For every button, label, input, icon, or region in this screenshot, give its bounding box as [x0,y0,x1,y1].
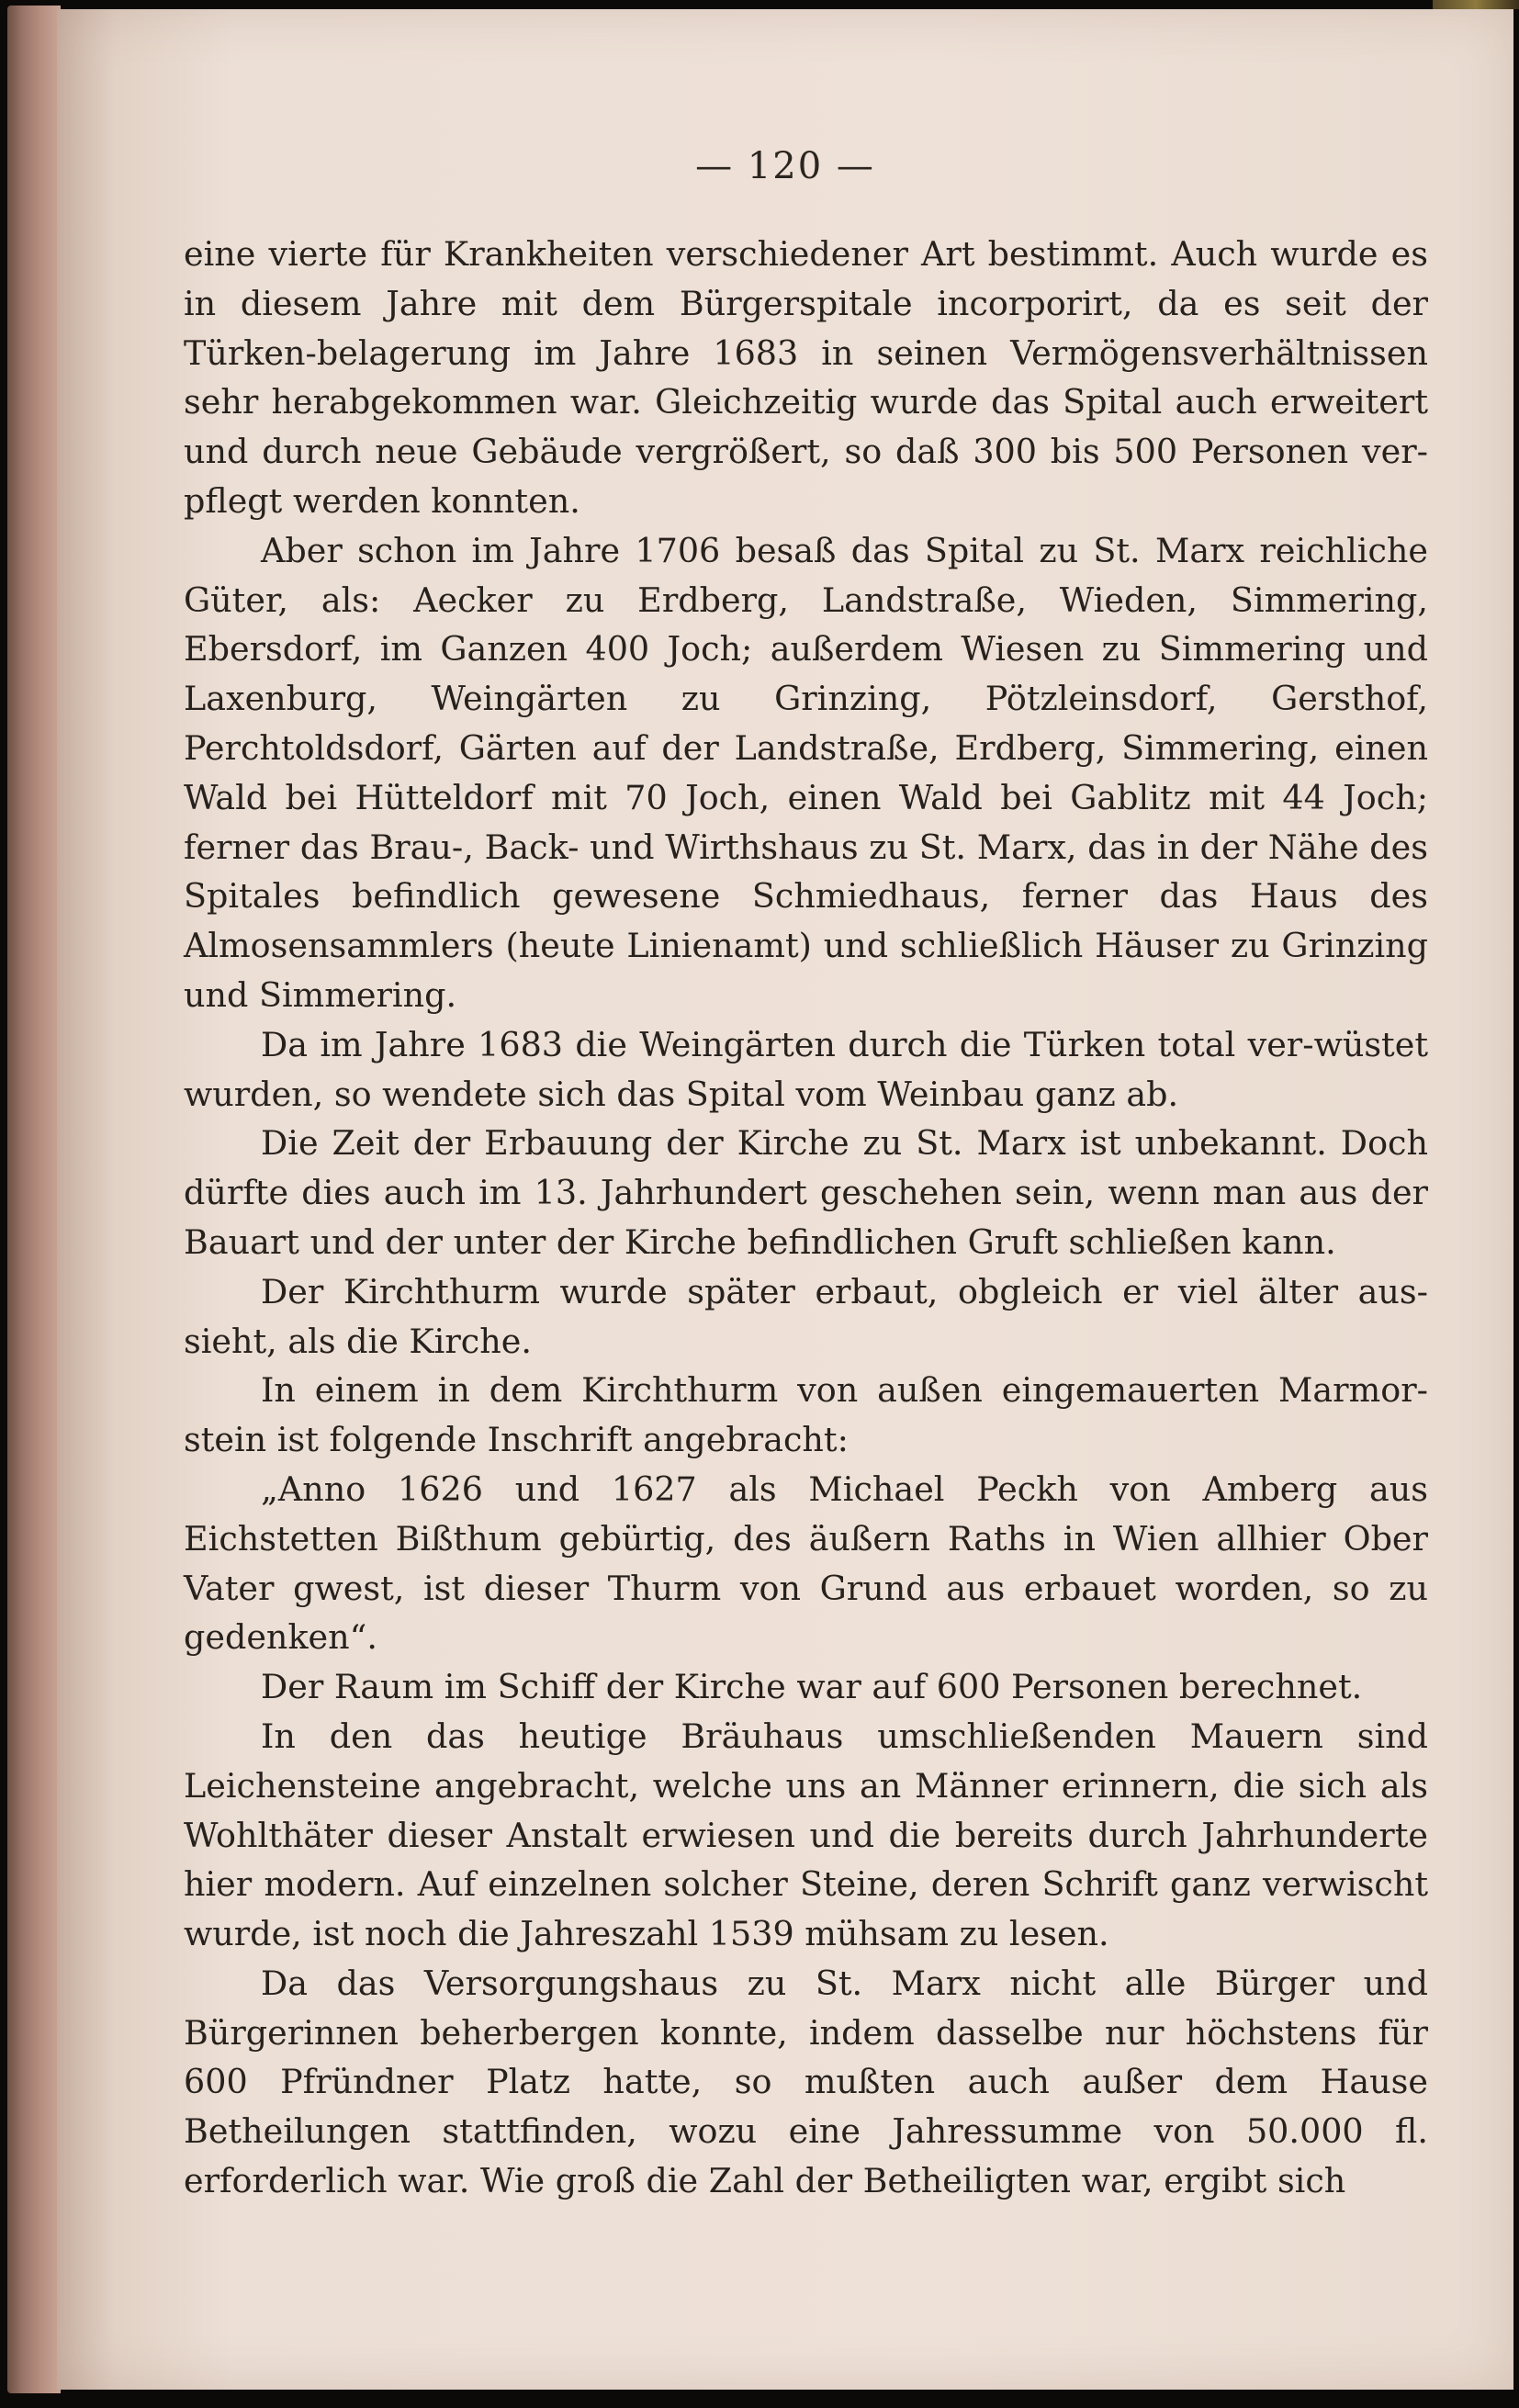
book-top-edge [1433,0,1519,9]
paragraph-9: In den das heutige Bräuhaus umschließenden Mauern sind Leichensteine angebracht, welche uns an Männer erinnern, die sich als Wohlthäter dieser Anstalt erwiesen und die bereits durch Jahrhunderte hier modern. Auf einzelnen solcher Steine, deren Schrift ganz verwischt wurde, ist noch die Jahreszahl 1539 mühsam zu lesen. [184,1716,1428,1954]
paragraph-10: Da das Versorgungshaus zu St. Marx nicht alle Bürger und Bürgerinnen beherbergen konnte, indem dasselbe nur höchstens für 600 Pfründner Platz hatte, so mußten auch außer dem Hause Betheilungen stattfinden, wozu eine Jahressumme von 50.000 fl. erforderlich war. Wie groß die Zahl der Betheiligten war, ergibt sich [184,1963,1428,2201]
paragraph-5: Der Kirchthurm wurde später erbaut, obgleich er viel älter aus-sieht, als die Kirche. [184,1271,1428,1361]
paragraph-4: Die Zeit der Erbauung der Kirche zu St. Marx ist unbekannt. Doch dürfte dies auch im 13. Jahrhundert geschehen sein, wenn man aus der Bauart und der unter der Kirche befindlichen Gruft schließen kann. [184,1123,1428,1262]
paragraph-2: Aber schon im Jahre 1706 besaß das Spital zu St. Marx reichliche Güter, als: Aecker zu Erdberg, Landstraße, Wieden, Simmering, Ebersdorf, im Ganzen 400 Joch; außerdem Wiesen zu Simmering und Laxenburg, Weingärten zu Grinzing, Pötzleinsdorf, Gersthof, Perchtoldsdorf, Gärten auf der Landstraße, Erdberg, Simmering, einen Wald bei Hütteldorf mit 70 Joch, einen Wald bei Gablitz mit 44 Joch; ferner das Brau-, Back- und Wirthshaus zu St. Marx, das in der Nähe des Spitales befindlich gewesene Schmiedhaus, ferner das Haus des Almosensammlers (heute Linienamt) und schließlich Häuser zu Grinzing und Simmering. [184,530,1428,1015]
book-page [57,9,1513,2390]
paragraph-3: Da im Jahre 1683 die Weingärten durch die Türken total ver-wüstet wurden, so wendete sich das Spital vom Weinbau ganz ab. [184,1024,1428,1114]
body-text [184,230,1428,2206]
paragraph-1: eine vierte für Krankheiten verschiedener Art bestimmt. Auch wurde es in diesem Jahre mit dem Bürgerspitale incorporirt, da es seit der Türken-belagerung im Jahre 1683 in seinen Vermögensverhältnissen sehr herabgekommen war. Gleichzeitig wurde das Spital auch erweitert und durch neue Gebäude vergrößert, so daß 300 bis 500 Personen ver-pflegt werden konnten. [184,234,1428,521]
paragraph-6: In einem in dem Kirchthurm von außen eingemauerten Marmor-stein ist folgende Inschrift angebracht: [184,1370,1428,1460]
paragraph-8: Der Raum im Schiff der Kirche war auf 600 Personen berechnet. [261,1667,1363,1707]
inscription-quote: „Anno 1626 und 1627 als Michael Peckh von Amberg aus Eichstetten Bißthum gebürtig, des äußern Raths in Wien allhier Ober Vater gwest, ist dieser Thurm von Grund aus erbauet worden, so zu gedenken“. [184,1468,1428,1658]
page-number: — 120 — [695,145,875,187]
book-page-edges [7,6,61,2393]
